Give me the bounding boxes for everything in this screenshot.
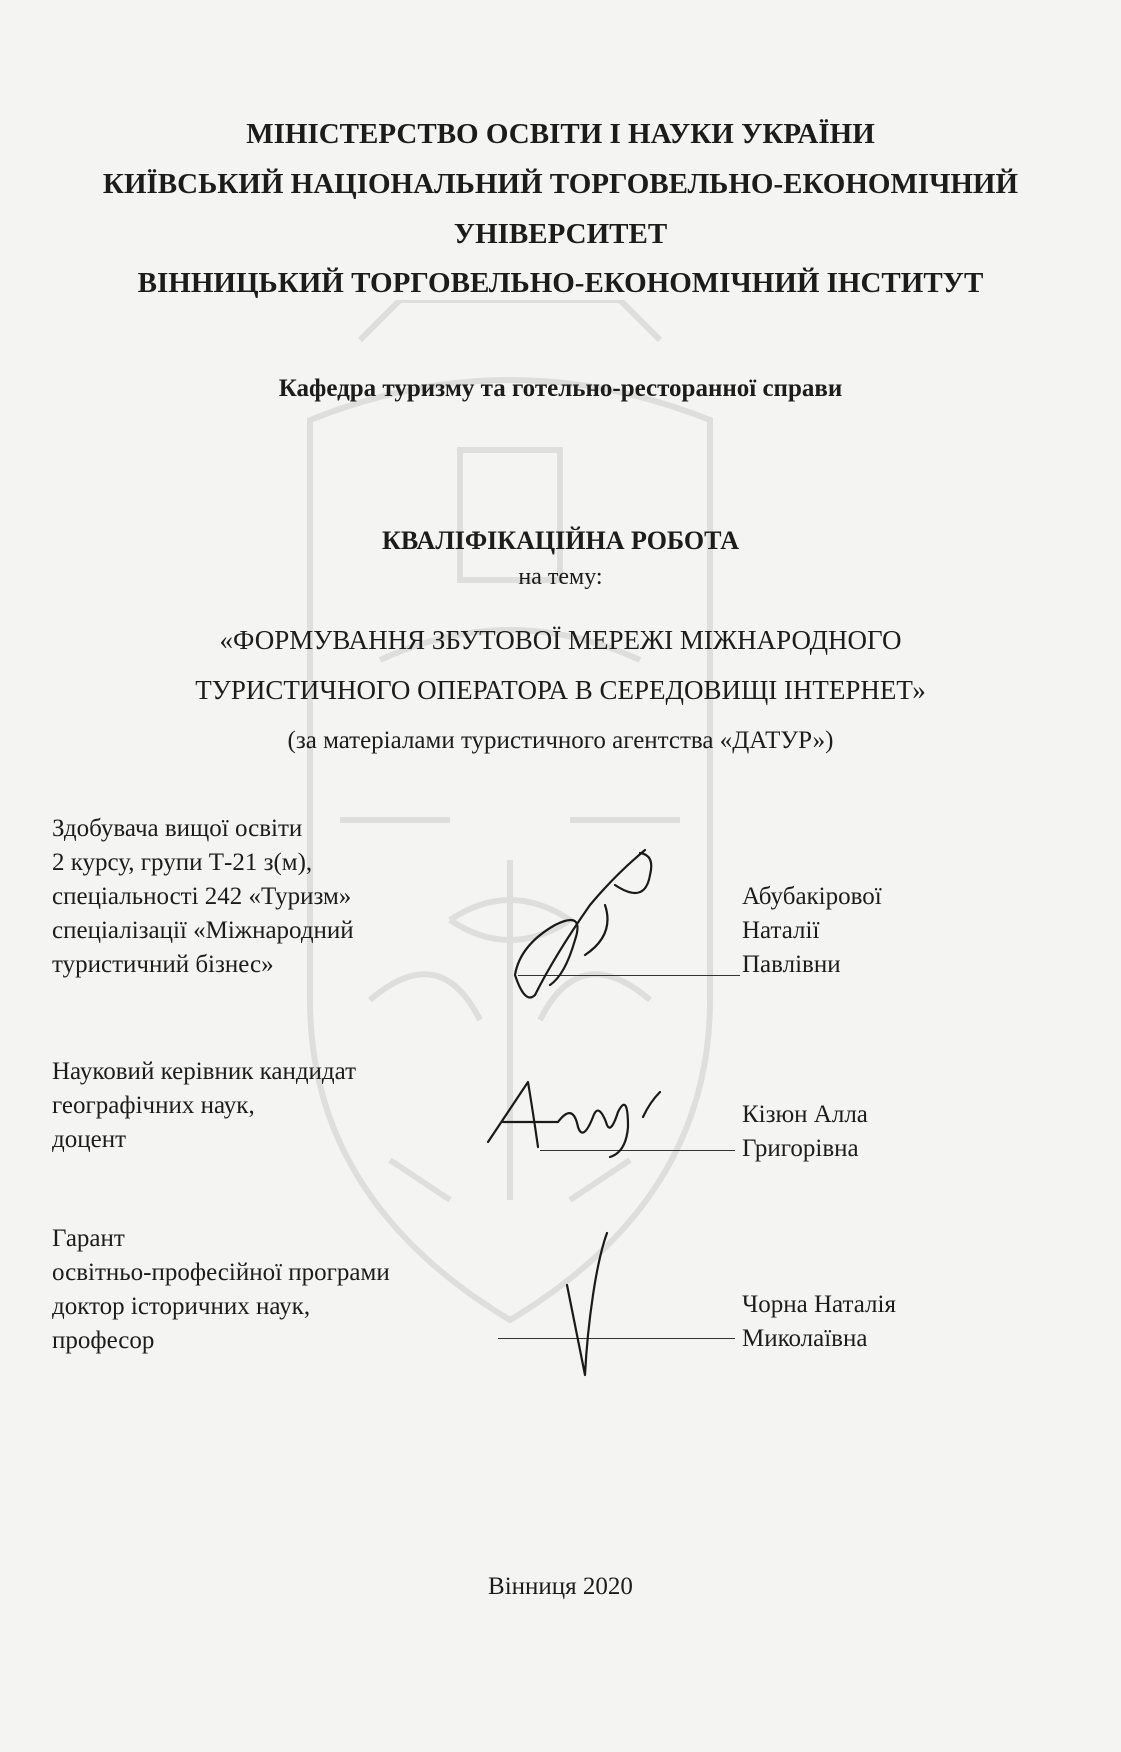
supervisor-signature bbox=[478, 1072, 668, 1162]
theme-line-1: «ФОРМУВАННЯ ЗБУТОВОЇ МЕРЕЖІ МІЖНАРОДНОГО bbox=[219, 625, 902, 655]
department-name: Кафедра туризму та готельно-ресторанної справи bbox=[278, 375, 843, 402]
supervisor-name: Кізюн Алла Григорівна bbox=[742, 1101, 868, 1162]
theme-line-2: ТУРИСТИЧНОГО ОПЕРАТОРА В СЕРЕДОВИЩІ ІНТЕРНЕТ» bbox=[195, 675, 926, 705]
institute-title: ВІННИЦЬКИЙ ТОРГОВЕЛЬНО-ЕКОНОМІЧНИЙ ІНСТИТУТ bbox=[137, 267, 984, 299]
guarantor-name: Чорна Наталія Миколаївна bbox=[742, 1291, 896, 1352]
student-name: Абубакірової Наталії Павлівни bbox=[742, 883, 882, 978]
theme-source: (за матеріалами туристичного агентства «ДАТУР») bbox=[287, 727, 834, 754]
work-subtitle: на тему: bbox=[518, 564, 603, 590]
guarantor-label: Гарант освітньо-професійної програми доктор історичних наук, професор bbox=[52, 1225, 390, 1354]
student-label: Здобувача вищої освіти 2 курсу, групи Т-21 з(м), спеціальності 242 «Туризм» спеціалізації «Міжнародний туристичний бізнес» bbox=[52, 815, 354, 978]
student-signature bbox=[495, 845, 665, 1010]
city-year: Вінниця 2020 bbox=[488, 1573, 633, 1600]
guarantor-signature-line bbox=[498, 1338, 735, 1339]
supervisor-label: Науковий керівник кандидат географічних наук, доцент bbox=[52, 1058, 357, 1153]
work-type-title: КВАЛІФІКАЦІЙНА РОБОТА bbox=[382, 526, 739, 555]
ministry-title: МІНІСТЕРСТВО ОСВІТИ І НАУКИ УКРАЇНИ bbox=[246, 118, 875, 150]
guarantor-signature bbox=[555, 1225, 615, 1385]
university-title-line1: КИЇВСЬКИЙ НАЦІОНАЛЬНИЙ ТОРГОВЕЛЬНО-ЕКОНОМІЧНИЙ bbox=[102, 168, 1019, 200]
university-title-line2: УНІВЕРСИТЕТ bbox=[453, 218, 668, 250]
